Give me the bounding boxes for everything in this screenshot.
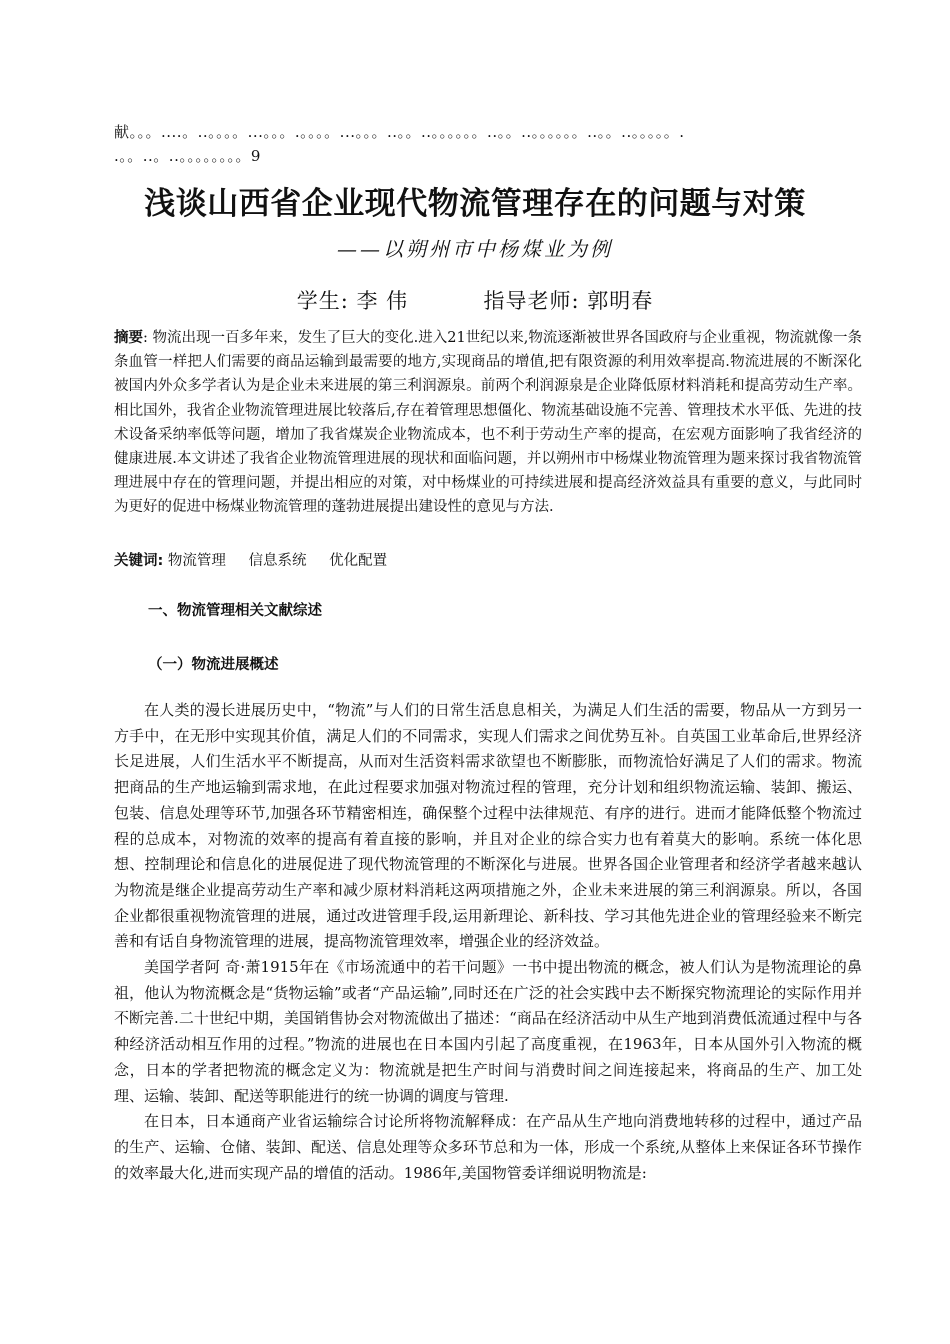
abstract-label: 摘要: [114, 330, 144, 346]
abstract-text: : 物流出现一百多年来，发生了巨大的变化.进入21世纪以来,物流逐渐被世界各国政府与企业重视，物流就像一条条血管一样把人们需要的商品运输到最需要的地方,实现商品的增值,把有限资源的利用效率提高.物流进展的不断深化被国内外众多学者认为是企业未来进展的第三利润源泉。前两个利润源泉是企业降低原材料消耗和提高劳动生产率。相比国外，我省企业物流管理进展比较落后,存在着管理思想僵化、物流基础设施不完善、管理技术水平低、先进的技术设备采纳率低等问题，增加了我省煤炭企业物流成本，也不利于劳动生产率的提高，在宏观方面影响了我省经济的健康进展.本文讲述了我省企业物流管理进展的现状和面临问题，并以朔州市中杨煤业物流管理为题来探讨我省物流管理进展中存在的管理问题，并提出相应的对策，对中杨煤业的可持续进展和提高经济效益具有重要的意义，与此同时为更好的促进中杨煤业物流管理的蓬勃进展提出建设性的意见与方法.: [114, 330, 862, 516]
abstract: [114, 326, 862, 520]
toc-line: 献。。。....。..。。。。...。。。.。。。。...。。。..。。..。。。。。。..。。..。。。。。。..。。..。。。。。.: [114, 123, 685, 141]
keywords-label: 关键词:: [114, 553, 164, 569]
paper-title: 浅谈山西省企业现代物流管理存在的问题与对策: [144, 186, 806, 222]
paragraph: 在人类的漫长进展历史中，“物流”与人们的日常生活息息相关，为满足人们生活的需要，物品从一方到另一方手中，在无形中实现其价值，满足人们的不同需求，实现人们需求之间优势互补。自英国工业革命后,世界经济长足进展，人们生活水平不断提高，从而对生活资料需求欲望也不断膨胀，而物流恰好满足了人们的需求。物流把商品的生产地运输到需求地，在此过程要求加强对物流过程的管理，充分计划和组织物流运输、装卸、搬运、包装、信息处理等环节,加强各环节精密相连，确保整个过程中法律规范、有序的进行。进而才能降低整个物流过程的总成本，对物流的效率的提高有着直接的影响，并且对企业的综合实力也有着莫大的影响。系统一体化思想、控制理论和信息化的进展促进了现代物流管理的不断深化与进展。世界各国企业管理者和经济学者越来越认为物流是继企业提高劳动生产率和减少原材料消耗这两项措施之外，企业未来进展的第三利润源泉。所以，各国企业都很重视物流管理的进展，通过改进管理手段,运用新理论、新科技、学习其他先进企业的管理经验来不断完善和有话自身物流管理的进展，提高物流管理效率，增强企业的经济效益。: [114, 701, 862, 951]
keyword: 信息系统: [248, 553, 307, 569]
paragraph: 在日本，日本通商产业省运输综合讨论所将物流解释成：在产品从生产地向消费地转移的过程中，通过产品的生产、运输、仓储、装卸、配送、信息处理等众多环节总和为一体，形成一个系统,从整体上来保证各环节操作的效率最大化,进而实现产品的增值的活动。1986年,美国物管委详细说明物流是:: [114, 1112, 862, 1182]
advisor-label: 指导老师:: [483, 289, 580, 313]
toc-line-page-number: .。。..。..。。。。。。。。9: [114, 147, 261, 165]
author-line: [0, 285, 950, 315]
keyword: 物流管理: [167, 553, 226, 569]
paragraph: 美国学者阿 奇·萧1915年在《市场流通中的若干问题》一书中提出物流的概念，被人们认为是物流理论的鼻祖，他认为物流概念是“货物运输”或者“产品运输”,同时还在广泛的社会实践中去不断探究物流理论的实际作用并不断完善.二十世纪中期，美国销售协会对物流做出了描述：“商品在经济活动中从生产地到消费低流通过程中与各种经济活动相互作用的过程。”物流的进展也在日本国内引起了高度重视，在1963年，日本从国外引入物流的概念，日本的学者把物流的概念定义为：物流就是把生产时间与消费时间之间连接起来，将商品的生产、加工处理、运输、装卸、配送等职能进行的统一协调的调度与管理.: [114, 958, 862, 1105]
paper-subtitle: ——以朔州市中杨煤业为例: [337, 237, 613, 261]
subsection-heading: （一）物流进展概述: [148, 657, 279, 673]
table-of-contents-tail: [114, 120, 864, 168]
body-text: [114, 698, 862, 1186]
student-name: 李 伟: [356, 289, 409, 313]
section-heading: 一、物流管理相关文献综述: [148, 603, 322, 619]
advisor-name: 郭明春: [587, 289, 654, 313]
keywords: [114, 550, 862, 572]
student-label: 学生:: [296, 289, 349, 313]
keyword: 优化配置: [329, 553, 388, 569]
